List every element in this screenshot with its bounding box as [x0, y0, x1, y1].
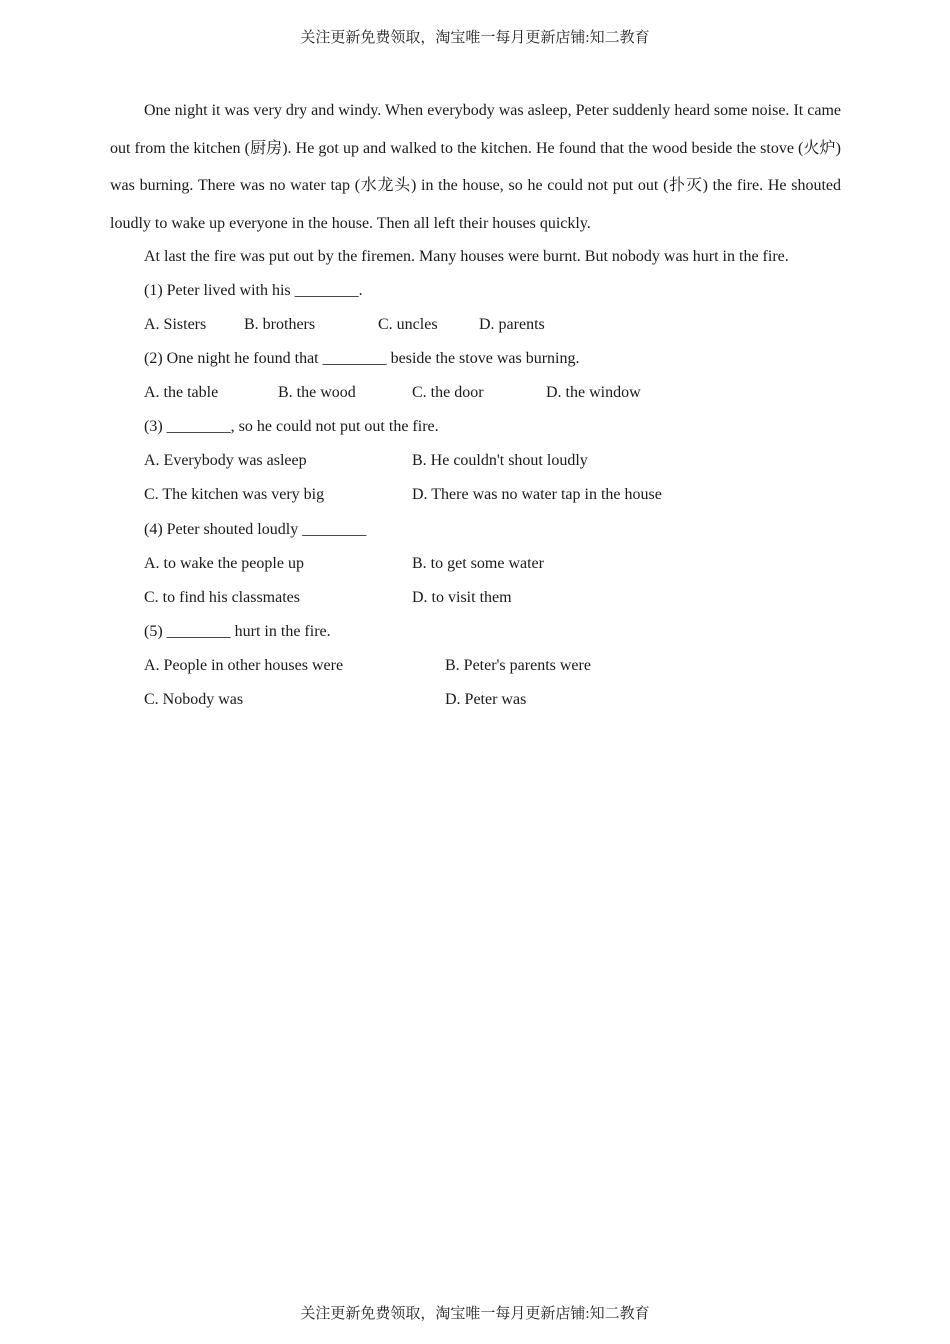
page-footer: 关注更新免费领取，淘宝唯一每月更新店铺:知二教育	[300, 1306, 650, 1322]
question-5-option-a: A. People in other houses were	[144, 657, 344, 674]
question-3-option-c: C. The kitchen was very big	[144, 486, 325, 503]
question-2-option-c: C. the door	[412, 384, 484, 401]
question-5-stem: (5) ________ hurt in the fire.	[144, 623, 331, 640]
question-3-option-d: D. There was no water tap in the house	[412, 486, 662, 503]
question-5-option-d: D. Peter was	[445, 691, 527, 708]
question-2-option-b: B. the wood	[278, 384, 356, 401]
question-1-stem: (1) Peter lived with his ________.	[144, 282, 363, 299]
question-1-option-c: C. uncles	[378, 316, 438, 333]
question-5-option-b: B. Peter's parents were	[445, 657, 591, 674]
question-4-option-d: D. to visit them	[412, 589, 512, 606]
question-1-option-d: D. parents	[479, 316, 545, 333]
question-3-option-b: B. He couldn't shout loudly	[412, 452, 588, 469]
passage-paragraph-2: At last the fire was put out by the firemen. Many houses were burnt. But nobody was hurt in the fire.	[144, 248, 789, 265]
question-2-option-d: D. the window	[546, 384, 641, 401]
question-1-option-a: A. Sisters	[144, 316, 207, 333]
question-2-option-a: A. the table	[144, 384, 219, 401]
passage-paragraph-1: One night it was very dry and windy. When everybody was asleep, Peter suddenly heard some noise. It came out from the kitchen (厨房). He got up and walked to the kitchen. He found that the wood beside the stove (火炉) was burning. There was no water tap (水龙头) in the house, so he could not put out (扑灭) the fire. He shouted loudly to wake up everyone in the house. Then all left their houses quickly.	[110, 102, 841, 232]
question-1-option-b: B. brothers	[244, 316, 316, 333]
question-5-option-c: C. Nobody was	[144, 691, 244, 708]
question-4-stem: (4) Peter shouted loudly ________	[144, 521, 367, 538]
question-4-option-b: B. to get some water	[412, 555, 544, 572]
question-3-option-a: A. Everybody was asleep	[144, 452, 307, 469]
question-4-option-a: A. to wake the people up	[144, 555, 304, 572]
page-header: 关注更新免费领取，淘宝唯一每月更新店铺:知二教育	[300, 30, 650, 46]
question-3-stem: (3) ________, so he could not put out the fire.	[144, 418, 439, 435]
question-2-stem: (2) One night he found that ________ beside the stove was burning.	[144, 350, 580, 367]
question-4-option-c: C. to find his classmates	[144, 589, 300, 606]
